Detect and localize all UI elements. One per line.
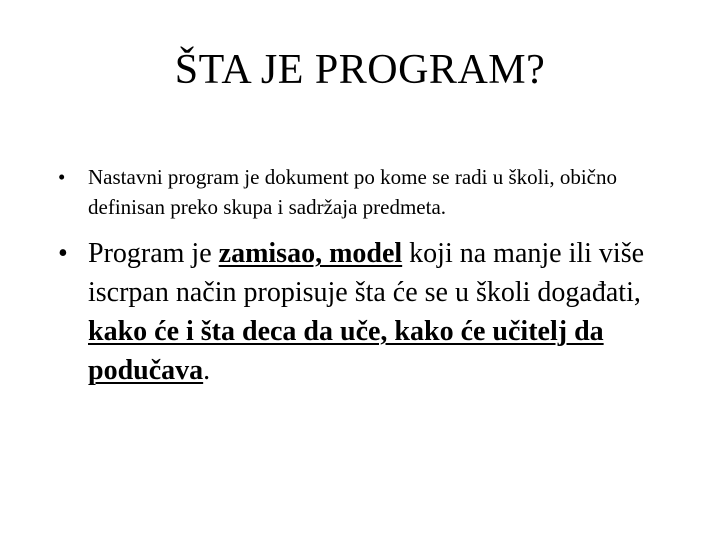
- bullet-text-start: Program je: [88, 238, 219, 269]
- emphasis-text: kako će i šta deca da uče, kako će učitelj da podučava: [88, 316, 604, 386]
- bullet-marker: •: [58, 238, 68, 269]
- bullet-list: [56, 162, 676, 390]
- bullet-text: Nastavni program je dokument po kome se radi u školi, obično definisan preko skupa i sadržaja predmeta.: [88, 165, 617, 219]
- slide-title: ŠTA JE PROGRAM?: [174, 47, 546, 93]
- bullet-item: [56, 234, 676, 390]
- bullet-item: [56, 162, 676, 222]
- bullet-text-middle: koji na manje ili više iscrpan način propisuje šta će se u školi događati,: [88, 238, 645, 308]
- emphasis-text: zamisao, model: [218, 238, 403, 269]
- bullet-marker: •: [58, 165, 66, 189]
- bullet-text-end: .: [203, 355, 211, 386]
